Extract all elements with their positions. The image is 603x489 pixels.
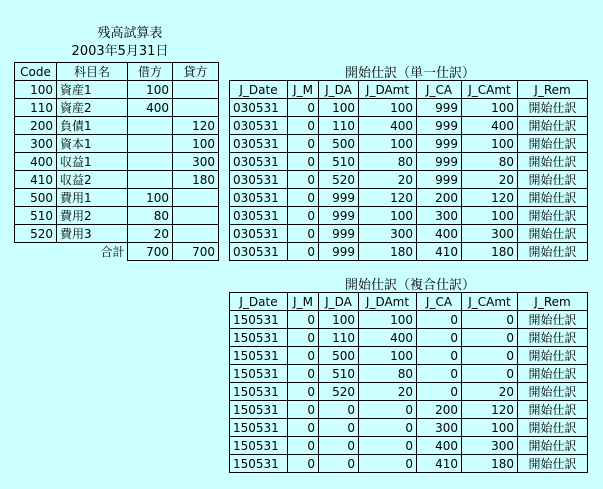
- debit-amount-cell: 80: [359, 153, 417, 171]
- remark-cell: 開始仕訳: [518, 365, 588, 383]
- credit-account-cell: 999: [417, 153, 462, 171]
- code-cell: 510: [15, 207, 57, 225]
- debit-amount-cell: 100: [359, 207, 417, 225]
- column-header: J_CAmt: [462, 293, 518, 311]
- date-cell: 150531: [230, 347, 288, 365]
- date-cell: 030531: [230, 135, 288, 153]
- debit-cell: [128, 153, 173, 171]
- table-row: [230, 189, 588, 207]
- debit-account-cell: 999: [319, 243, 359, 261]
- account-name-cell: 費用3: [57, 225, 128, 243]
- remark-cell: 開始仕訳: [518, 189, 588, 207]
- debit-account-cell: 500: [319, 135, 359, 153]
- debit-amount-cell: 100: [359, 99, 417, 117]
- debit-amount-cell: 300: [359, 225, 417, 243]
- code-cell: 520: [15, 225, 57, 243]
- credit-account-cell: 999: [417, 99, 462, 117]
- column-header: 貸方: [173, 63, 219, 81]
- credit-cell: 100: [173, 135, 219, 153]
- journal-single-table: [229, 80, 588, 261]
- table-row: [230, 135, 588, 153]
- date-cell: 030531: [230, 153, 288, 171]
- table-row: [230, 153, 588, 171]
- column-header: J_M: [288, 293, 319, 311]
- credit-cell: [173, 99, 219, 117]
- credit-amount-cell: 100: [462, 99, 518, 117]
- account-name-cell: 費用1: [57, 189, 128, 207]
- debit-cell: [128, 171, 173, 189]
- remark-cell: 開始仕訳: [518, 153, 588, 171]
- date-cell: 030531: [230, 225, 288, 243]
- journal-compound-title: 開始仕訳（複合仕訳）: [344, 278, 475, 293]
- journal-single-title: 開始仕訳（単一仕訳）: [344, 66, 475, 81]
- date-cell: 030531: [230, 171, 288, 189]
- remark-cell: 開始仕訳: [518, 419, 588, 437]
- credit-cell: [173, 81, 219, 99]
- column-header: Code: [15, 63, 57, 81]
- date-cell: 030531: [230, 189, 288, 207]
- date-cell: 150531: [230, 437, 288, 455]
- remark-cell: 開始仕訳: [518, 243, 588, 261]
- debit-cell: 400: [128, 99, 173, 117]
- debit-account-cell: 520: [319, 171, 359, 189]
- debit-cell: [128, 117, 173, 135]
- debit-amount-cell: 100: [359, 347, 417, 365]
- debit-account-cell: 110: [319, 117, 359, 135]
- column-header: 借方: [128, 63, 173, 81]
- debit-account-cell: 510: [319, 365, 359, 383]
- debit-cell: [128, 135, 173, 153]
- column-header: J_DAmt: [359, 293, 417, 311]
- code-cell: 110: [15, 99, 57, 117]
- trial-balance-title: 残高試算表: [97, 26, 163, 41]
- table-row: [230, 329, 588, 347]
- total-code-cell: [15, 243, 57, 261]
- remark-cell: 開始仕訳: [518, 347, 588, 365]
- column-header: J_DAmt: [359, 81, 417, 99]
- debit-account-cell: 999: [319, 207, 359, 225]
- remark-cell: 開始仕訳: [518, 329, 588, 347]
- debit-amount-cell: 100: [359, 135, 417, 153]
- debit-cell: 100: [128, 189, 173, 207]
- table-row: [15, 225, 219, 243]
- remark-cell: 開始仕訳: [518, 99, 588, 117]
- table-row: [230, 455, 588, 473]
- date-cell: 030531: [230, 243, 288, 261]
- table-row: [230, 365, 588, 383]
- debit-account-cell: 0: [319, 455, 359, 473]
- column-header: 科目名: [57, 63, 128, 81]
- table-row: [230, 311, 588, 329]
- remark-cell: 開始仕訳: [518, 135, 588, 153]
- debit-account-cell: 100: [319, 99, 359, 117]
- date-cell: 030531: [230, 99, 288, 117]
- debit-amount-cell: 20: [359, 383, 417, 401]
- remark-cell: 開始仕訳: [518, 117, 588, 135]
- table-row: [230, 117, 588, 135]
- credit-account-cell: 400: [417, 437, 462, 455]
- debit-amount-cell: 180: [359, 243, 417, 261]
- table-row: [230, 419, 588, 437]
- debit-account-cell: 0: [319, 401, 359, 419]
- credit-cell: [173, 207, 219, 225]
- credit-amount-cell: 0: [462, 329, 518, 347]
- code-cell: 410: [15, 171, 57, 189]
- table-row: [230, 347, 588, 365]
- column-header: J_Date: [230, 293, 288, 311]
- date-cell: 150531: [230, 383, 288, 401]
- month-cell: 0: [288, 329, 319, 347]
- month-cell: 0: [288, 311, 319, 329]
- debit-amount-cell: 20: [359, 171, 417, 189]
- account-name-cell: 費用2: [57, 207, 128, 225]
- date-cell: 150531: [230, 365, 288, 383]
- debit-amount-cell: 120: [359, 189, 417, 207]
- debit-cell: 20: [128, 225, 173, 243]
- month-cell: 0: [288, 365, 319, 383]
- debit-cell: 80: [128, 207, 173, 225]
- table-row: [15, 81, 219, 99]
- date-cell: 030531: [230, 117, 288, 135]
- table-row: [230, 401, 588, 419]
- table-row: [230, 383, 588, 401]
- debit-account-cell: 520: [319, 383, 359, 401]
- credit-account-cell: 0: [417, 329, 462, 347]
- month-cell: 0: [288, 135, 319, 153]
- credit-account-cell: 410: [417, 243, 462, 261]
- table-header-row: [15, 63, 219, 81]
- column-header: J_CAmt: [462, 81, 518, 99]
- code-cell: 400: [15, 153, 57, 171]
- debit-cell: 100: [128, 81, 173, 99]
- table-row: [15, 189, 219, 207]
- month-cell: 0: [288, 189, 319, 207]
- credit-amount-cell: 0: [462, 311, 518, 329]
- journal-compound-table: [229, 292, 588, 473]
- credit-account-cell: 200: [417, 189, 462, 207]
- trial-balance-table: [14, 62, 219, 261]
- credit-account-cell: 999: [417, 135, 462, 153]
- credit-account-cell: 999: [417, 171, 462, 189]
- total-row: [15, 243, 219, 261]
- remark-cell: 開始仕訳: [518, 383, 588, 401]
- debit-account-cell: 500: [319, 347, 359, 365]
- debit-amount-cell: 100: [359, 311, 417, 329]
- credit-cell: 120: [173, 117, 219, 135]
- month-cell: 0: [288, 419, 319, 437]
- column-header: J_CA: [417, 81, 462, 99]
- debit-amount-cell: 0: [359, 455, 417, 473]
- month-cell: 0: [288, 171, 319, 189]
- debit-account-cell: 999: [319, 225, 359, 243]
- account-name-cell: 資産1: [57, 81, 128, 99]
- month-cell: 0: [288, 455, 319, 473]
- debit-amount-cell: 0: [359, 419, 417, 437]
- debit-amount-cell: 400: [359, 329, 417, 347]
- debit-amount-cell: 0: [359, 401, 417, 419]
- table-row: [230, 243, 588, 261]
- debit-account-cell: 100: [319, 311, 359, 329]
- month-cell: 0: [288, 437, 319, 455]
- credit-amount-cell: 80: [462, 153, 518, 171]
- date-cell: 150531: [230, 419, 288, 437]
- credit-amount-cell: 180: [462, 455, 518, 473]
- code-cell: 200: [15, 117, 57, 135]
- table-header-row: [230, 81, 588, 99]
- credit-amount-cell: 120: [462, 189, 518, 207]
- remark-cell: 開始仕訳: [518, 207, 588, 225]
- date-cell: 150531: [230, 401, 288, 419]
- table-row: [15, 153, 219, 171]
- table-row: [15, 171, 219, 189]
- credit-cell: 300: [173, 153, 219, 171]
- account-name-cell: 資産2: [57, 99, 128, 117]
- total-label-cell: 合計: [57, 243, 128, 261]
- month-cell: 0: [288, 99, 319, 117]
- account-name-cell: 資本1: [57, 135, 128, 153]
- column-header: J_Rem: [518, 293, 588, 311]
- total-credit-cell: 700: [173, 243, 219, 261]
- column-header: J_Rem: [518, 81, 588, 99]
- table-row: [230, 437, 588, 455]
- code-cell: 300: [15, 135, 57, 153]
- month-cell: 0: [288, 207, 319, 225]
- credit-amount-cell: 0: [462, 347, 518, 365]
- column-header: J_Date: [230, 81, 288, 99]
- month-cell: 0: [288, 383, 319, 401]
- table-row: [15, 207, 219, 225]
- month-cell: 0: [288, 117, 319, 135]
- column-header: J_CA: [417, 293, 462, 311]
- code-cell: 500: [15, 189, 57, 207]
- credit-account-cell: 0: [417, 365, 462, 383]
- code-cell: 100: [15, 81, 57, 99]
- date-cell: 030531: [230, 207, 288, 225]
- month-cell: 0: [288, 225, 319, 243]
- credit-amount-cell: 300: [462, 437, 518, 455]
- remark-cell: 開始仕訳: [518, 401, 588, 419]
- debit-amount-cell: 80: [359, 365, 417, 383]
- month-cell: 0: [288, 243, 319, 261]
- credit-amount-cell: 180: [462, 243, 518, 261]
- trial-balance-date: 2003年5月31日: [71, 44, 169, 59]
- table-row: [15, 117, 219, 135]
- column-header: J_M: [288, 81, 319, 99]
- month-cell: 0: [288, 401, 319, 419]
- remark-cell: 開始仕訳: [518, 225, 588, 243]
- credit-amount-cell: 0: [462, 365, 518, 383]
- column-header: J_DA: [319, 293, 359, 311]
- date-cell: 150531: [230, 329, 288, 347]
- credit-amount-cell: 120: [462, 401, 518, 419]
- date-cell: 150531: [230, 455, 288, 473]
- table-row: [230, 225, 588, 243]
- credit-account-cell: 400: [417, 225, 462, 243]
- month-cell: 0: [288, 347, 319, 365]
- credit-cell: [173, 189, 219, 207]
- credit-account-cell: 200: [417, 401, 462, 419]
- credit-account-cell: 300: [417, 207, 462, 225]
- credit-cell: [173, 225, 219, 243]
- credit-account-cell: 0: [417, 311, 462, 329]
- table-row: [15, 135, 219, 153]
- account-name-cell: 負債1: [57, 117, 128, 135]
- credit-account-cell: 410: [417, 455, 462, 473]
- table-row: [15, 99, 219, 117]
- remark-cell: 開始仕訳: [518, 311, 588, 329]
- table-row: [230, 207, 588, 225]
- column-header: J_DA: [319, 81, 359, 99]
- credit-amount-cell: 100: [462, 419, 518, 437]
- credit-amount-cell: 300: [462, 225, 518, 243]
- debit-account-cell: 110: [319, 329, 359, 347]
- table-row: [230, 171, 588, 189]
- remark-cell: 開始仕訳: [518, 171, 588, 189]
- credit-amount-cell: 100: [462, 207, 518, 225]
- debit-account-cell: 510: [319, 153, 359, 171]
- remark-cell: 開始仕訳: [518, 437, 588, 455]
- debit-amount-cell: 400: [359, 117, 417, 135]
- table-header-row: [230, 293, 588, 311]
- debit-account-cell: 0: [319, 419, 359, 437]
- date-cell: 150531: [230, 311, 288, 329]
- credit-cell: 180: [173, 171, 219, 189]
- debit-account-cell: 999: [319, 189, 359, 207]
- remark-cell: 開始仕訳: [518, 455, 588, 473]
- table-row: [230, 99, 588, 117]
- credit-account-cell: 999: [417, 117, 462, 135]
- credit-account-cell: 0: [417, 383, 462, 401]
- debit-amount-cell: 0: [359, 437, 417, 455]
- debit-account-cell: 0: [319, 437, 359, 455]
- account-name-cell: 収益1: [57, 153, 128, 171]
- month-cell: 0: [288, 153, 319, 171]
- account-name-cell: 収益2: [57, 171, 128, 189]
- credit-amount-cell: 20: [462, 383, 518, 401]
- credit-amount-cell: 20: [462, 171, 518, 189]
- credit-account-cell: 0: [417, 347, 462, 365]
- credit-amount-cell: 400: [462, 117, 518, 135]
- total-debit-cell: 700: [128, 243, 173, 261]
- credit-account-cell: 300: [417, 419, 462, 437]
- credit-amount-cell: 100: [462, 135, 518, 153]
